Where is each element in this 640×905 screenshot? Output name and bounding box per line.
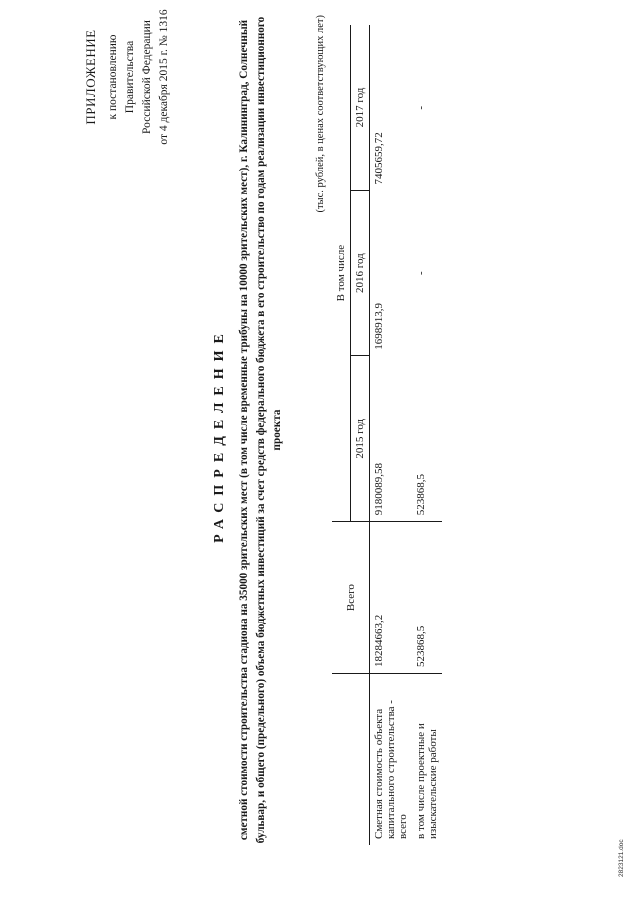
header-year-2016: 2016 год — [351, 190, 370, 355]
header-including: В том числе — [332, 25, 351, 522]
appendix-line-2: Российской Федерации — [141, 20, 153, 134]
header-year-2015: 2015 год — [351, 356, 370, 522]
document-subtitle: сметной стоимости строительства стадиона на 35000 зрительских мест (в том числе временные трибуны на 10000 зрительских мест), г. Калининград, Солнечный бульвар, и общего (предельного) объема бюджетных инвестиций за счет средств федерального бюджета в его строительство по годам реализации инвестиционного проекта — [238, 16, 283, 844]
row-2015: 523868,5 — [415, 473, 427, 516]
row-total: 18284663,2 — [370, 522, 413, 674]
document-title: РАСПРЕДЕЛЕНИЕ — [212, 327, 227, 543]
appendix-block — [82, 0, 173, 157]
units-note: (тыс. рублей, в ценах соответствующих лет) — [315, 15, 326, 213]
row-name: в том числе проектные и изыскательские работы — [412, 674, 442, 845]
row-2017: 7405659,72 — [373, 132, 385, 185]
row-name: Сметная стоимость объекта капитального строительства - всего — [370, 674, 413, 845]
appendix-heading: ПРИЛОЖЕНИЕ — [83, 29, 98, 125]
row-2017: - — [415, 105, 427, 110]
row-2016: 1698913,9 — [373, 303, 385, 350]
appendix-line-3: от 4 декабря 2015 г. № 1316 — [158, 9, 170, 145]
table-header-row — [332, 25, 351, 845]
table-row — [370, 25, 413, 845]
header-year-2017: 2017 год — [351, 25, 370, 190]
row-2016: - — [415, 271, 427, 275]
header-empty-cell — [332, 674, 370, 845]
distribution-table — [332, 25, 442, 845]
appendix-line-1: к постановлению Правительства — [107, 34, 136, 120]
table-row — [412, 25, 442, 845]
row-2015: 9180089,58 — [373, 462, 385, 516]
header-total: Всего — [332, 522, 370, 674]
row-total: 523868,5 — [412, 522, 442, 674]
file-name-footer: 2823121.doc — [618, 839, 625, 877]
